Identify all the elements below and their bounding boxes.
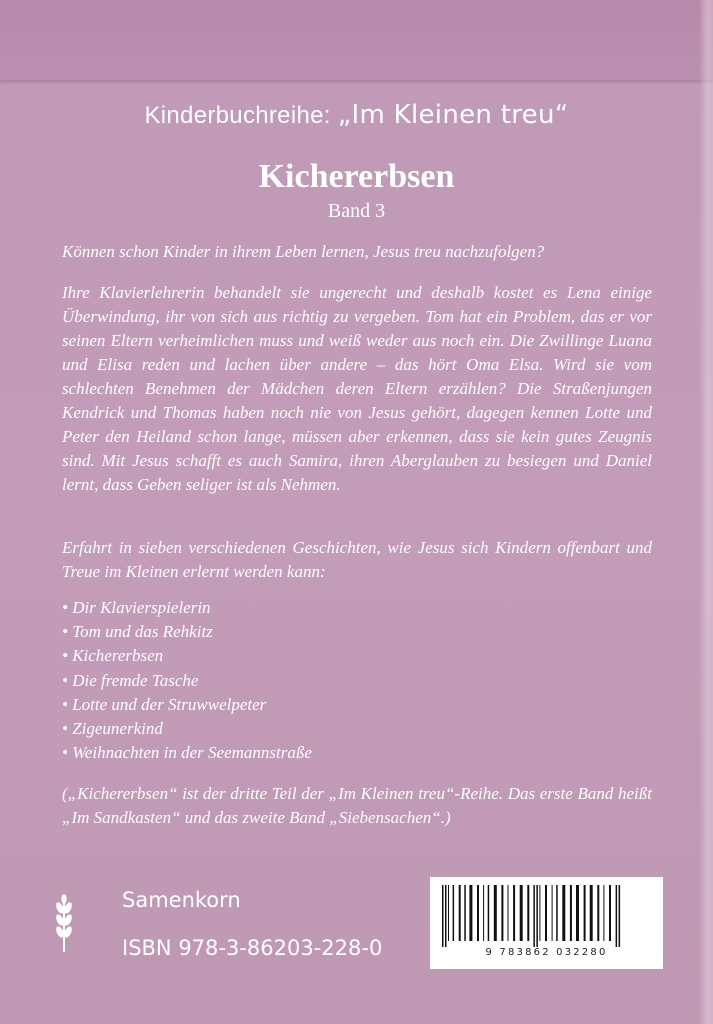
barcode-bar (494, 885, 497, 941)
barcode-bar (445, 885, 447, 947)
barcode-bar (448, 885, 449, 941)
barcode-bar (603, 885, 604, 941)
publisher-name: Samenkorn (122, 888, 241, 912)
isbn-number: ISBN 978-3-86203-228-0 (122, 936, 383, 960)
wheat-ear-icon (52, 892, 76, 954)
story-list (62, 596, 652, 765)
story-item: • Die fremde Tasche (62, 669, 652, 693)
spine-edge (699, 0, 713, 1024)
story-item: • Tom und das Rehkitz (62, 620, 652, 644)
barcode-bar (442, 885, 444, 947)
barcode-bar (520, 885, 523, 941)
blurb-paragraph: Ihre Klavierlehrerin behandelt sie ungerecht und deshalb kostet es Lena einige Überwindung, ihr von sich aus richtig zu vergeben. Tom hat ein Problem, das er vor seinen Eltern verheimlichen muss und weiß weder aus noch ein. Die Zwillinge Luana und Elisa reden und lachen über andere – das hört Oma Elsa. Wird sie vom schlechten Benehmen der Mädchen deren Eltern erzählen? Die Straßenjungen Kendrick und Thomas haben noch nie von Jesus gehört, dagegen kennen Lotte und Peter den Heiland schon lange, müssen aber erkennen, dass sie kein gutes Zeugnis sind. Mit Jesus schafft es auch Samira, ihren Aberglauben zu besiegen und Daniel lernt, dass Geben seliger ist als Nehmen. (62, 283, 652, 494)
barcode-bar (469, 885, 472, 941)
barcode-bar (453, 885, 455, 941)
barcode-bar (527, 885, 529, 941)
barcode-bar (483, 885, 484, 941)
barcode-bar (556, 885, 558, 941)
barcode-bar (459, 885, 461, 941)
story-item: • Lotte und der Struwwelpeter (62, 693, 652, 717)
barcode-bar (570, 885, 572, 941)
volume-label: Band 3 (327, 200, 386, 222)
barcode-bar (597, 885, 599, 941)
book-title: Kichererbsen (258, 158, 455, 195)
blurb-intro: Erfahrt in sieben verschiedenen Geschichten, wie Jesus sich Kindern offenbart und Treue im Kleinen erlernt werden kann: (62, 538, 652, 581)
barcode-bar (590, 885, 593, 941)
barcode-bar (464, 885, 466, 941)
barcode-bar (477, 885, 479, 941)
barcode-bar (508, 885, 509, 941)
barcode-bar (539, 885, 540, 941)
barcode-bar (576, 885, 579, 941)
blurb-question: Können schon Kinder in ihrem Leben lernen, Jesus treu nachzufolgen? (62, 242, 545, 261)
series-prefix: Kinderbuchreihe: (144, 102, 331, 129)
barcode-bar (533, 885, 535, 947)
barcode-bar (501, 885, 503, 941)
series-note: („Kichererbsen“ ist der dritte Teil der „Im Kleinen treu“-Reihe. Das erste Band heißt „Im Sandkasten“ und das zweite Band „Siebensachen“.) (62, 784, 652, 827)
barcode-bar (616, 885, 618, 947)
barcode-bar (619, 885, 621, 947)
barcode-bar (488, 885, 490, 941)
series-name: „Im Kleinen treu“ (337, 100, 569, 130)
barcode-digits: 9 783862 032280 (485, 947, 608, 958)
barcode-bar (552, 885, 553, 941)
barcode-bar (536, 885, 538, 947)
series-line (0, 100, 713, 130)
story-item: • Kichererbsen (62, 644, 652, 668)
story-item: • Dir Klavierspielerin (62, 596, 652, 620)
barcode-bar (609, 885, 611, 941)
barcode-bar (513, 885, 515, 941)
barcode-bars (440, 885, 653, 947)
barcode-bar (562, 885, 565, 941)
barcode-bar (545, 885, 547, 941)
barcode (430, 877, 663, 969)
top-band (0, 0, 713, 80)
barcode-bar (584, 885, 586, 941)
story-item: • Weihnachten in der Seemannstraße (62, 741, 652, 765)
story-item: • Zigeunerkind (62, 717, 652, 741)
